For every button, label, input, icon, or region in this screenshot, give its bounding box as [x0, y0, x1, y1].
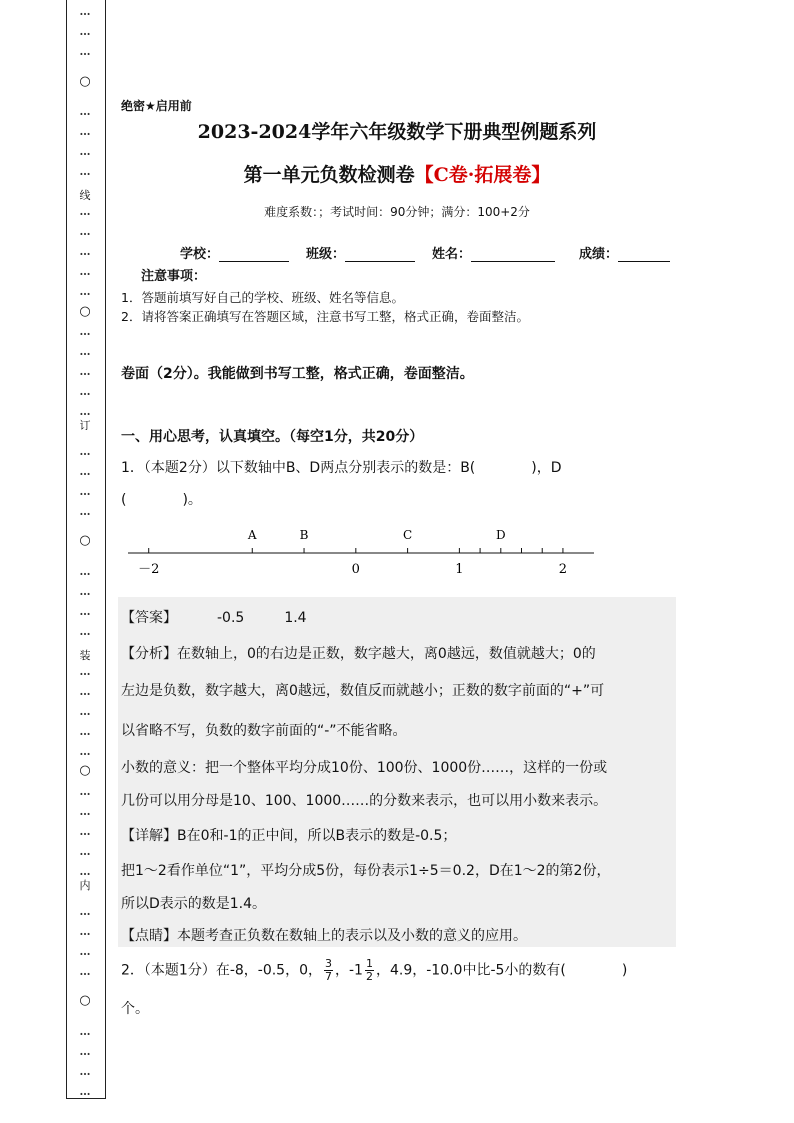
binding-dots: … — [79, 345, 91, 358]
binding-circle-icon: ○ — [79, 763, 91, 778]
binding-dots: … — [79, 125, 91, 138]
binding-dots: … — [79, 165, 91, 178]
binding-circle-icon: ○ — [79, 993, 91, 1008]
binding-dots: … — [79, 265, 91, 278]
number-line-figure — [118, 520, 608, 582]
score-label: 成绩： — [579, 247, 619, 262]
binding-dots: … — [79, 1085, 91, 1098]
question-2-text — [121, 958, 627, 983]
class-label: 班级： — [306, 247, 346, 262]
binding-dots: … — [79, 565, 91, 578]
binding-circle-icon: ○ — [79, 304, 91, 319]
binding-dots: … — [79, 505, 91, 518]
binding-dots: … — [79, 105, 91, 118]
binding-dots: … — [79, 205, 91, 218]
class-blank[interactable] — [345, 247, 415, 262]
binding-dots: … — [79, 45, 91, 58]
notice-item: 2．请将答案正确填写在答题区域，注意书写工整，格式正确，卷面整洁。 — [121, 309, 529, 324]
binding-dots: … — [79, 745, 91, 758]
binding-dots: … — [79, 5, 91, 18]
question-2-text-cont: 个。 — [121, 1001, 149, 1017]
binding-dots: … — [79, 905, 91, 918]
binding-dots: … — [79, 405, 91, 418]
number-line-tick-label: 0 — [351, 562, 360, 577]
neatness-statement: 卷面（2分）。我能做到书写工整，格式正确，卷面整洁。 — [121, 366, 474, 382]
score-field[interactable] — [579, 243, 670, 262]
question-1-text: 1．（本题2分）以下数轴中B、D两点分别表示的数是：B( )，D — [121, 460, 562, 476]
binding-dots: … — [79, 145, 91, 158]
fraction — [324, 958, 333, 983]
question-1-text-cont: ( )。 — [121, 492, 202, 508]
name-label: 姓名： — [432, 247, 472, 262]
analysis-line: 几份可以用分母是10、100、1000……的分数来表示，也可以用小数来表示。 — [121, 793, 608, 809]
binding-dots: … — [79, 585, 91, 598]
binding-dots: … — [79, 465, 91, 478]
confidential-label: 绝密★启用前 — [121, 99, 192, 113]
binding-dots: … — [79, 605, 91, 618]
binding-dots: … — [79, 685, 91, 698]
number-line-point-label: A — [247, 528, 257, 542]
binding-char: 装 — [79, 649, 91, 662]
q2-mid: ，-1 — [335, 962, 363, 979]
binding-circle-icon: ○ — [79, 74, 91, 89]
fraction-numerator: 1 — [365, 957, 373, 970]
binding-dots: … — [79, 845, 91, 858]
comment-line: 【点睛】本题考查正负数在数轴上的表示以及小数的意义的应用。 — [121, 928, 527, 944]
binding-dots: … — [79, 865, 91, 878]
analysis-line: 左边是负数，数字越大，离0越远，数值反而就越小；正数的数字前面的“+”可 — [121, 683, 605, 699]
q2-suffix: ，4.9，-10.0中比-5小的数有( ) — [375, 962, 628, 979]
analysis-line: 【分析】在数轴上，0的右边是正数，数字越大，离0越远，数值就越大；0的 — [121, 646, 596, 662]
number-line-point-label: B — [299, 528, 309, 542]
subtitle-red: 【C卷·拓展卷】 — [414, 164, 551, 186]
binding-dots: … — [79, 965, 91, 978]
answer-line — [121, 607, 307, 627]
notice-heading: 注意事项： — [141, 269, 207, 284]
binding-dots: … — [79, 705, 91, 718]
binding-dots: … — [79, 785, 91, 798]
answer-value-b: -0.5 — [217, 610, 245, 626]
binding-dots: … — [79, 285, 91, 298]
binding-circle-icon: ○ — [79, 533, 91, 548]
analysis-line: 以省略不写，负数的数字前面的“-”不能省略。 — [121, 723, 407, 739]
exam-meta: 难度系数：；考试时间：90分钟；满分：100+2分 — [264, 205, 530, 219]
fraction-denominator: 2 — [365, 970, 373, 983]
exam-title: 2023-2024学年六年级数学下册典型例题系列 — [197, 121, 597, 143]
binding-dots: … — [79, 625, 91, 638]
binding-dots: … — [79, 1065, 91, 1078]
binding-char: 订 — [79, 419, 91, 432]
binding-dots: … — [79, 485, 91, 498]
binding-dots: … — [79, 805, 91, 818]
binding-dots: … — [79, 325, 91, 338]
school-label: 学校： — [180, 247, 220, 262]
class-field[interactable] — [306, 243, 415, 262]
fraction-denominator: 7 — [325, 970, 332, 983]
subtitle-main: 第一单元负数检测卷 — [243, 164, 415, 186]
number-line-tick-label: 2 — [558, 562, 568, 577]
number-line-point-label: D — [495, 528, 506, 542]
binding-dots: … — [79, 925, 91, 938]
number-line-tick-label: 1 — [455, 562, 464, 577]
name-blank[interactable] — [471, 247, 555, 262]
school-blank[interactable] — [219, 247, 289, 262]
fraction — [365, 958, 374, 983]
number-line-point-label: C — [403, 528, 413, 542]
answer-value-d: 1.4 — [284, 610, 307, 626]
q2-prefix: 2．（本题1分）在-8，-0.5，0， — [121, 962, 322, 979]
exam-subtitle — [0, 160, 794, 187]
binding-dots: … — [79, 945, 91, 958]
analysis-line: 小数的意义：把一个整体平均分成10份、100份、1000份……，这样的一份或 — [121, 760, 608, 776]
binding-dots: … — [79, 1025, 91, 1038]
name-field[interactable] — [432, 243, 555, 262]
score-blank[interactable] — [618, 247, 670, 262]
school-field[interactable] — [180, 243, 289, 262]
binding-dots: … — [79, 445, 91, 458]
notice-item: 1．答题前填写好自己的学校、班级、姓名等信息。 — [121, 290, 404, 305]
binding-dots: … — [79, 245, 91, 258]
detail-line: 【详解】B在0和-1的正中间，所以B表示的数是-0.5； — [121, 828, 457, 844]
binding-dots: … — [79, 825, 91, 838]
binding-char: 线 — [79, 189, 91, 202]
binding-dots: … — [79, 365, 91, 378]
section-heading: 一、用心思考，认真填空。（每空1分，共20分） — [121, 429, 424, 445]
binding-dots: … — [79, 225, 91, 238]
binding-char: 内 — [79, 879, 91, 892]
fraction-numerator: 3 — [325, 957, 332, 970]
binding-dots: … — [79, 725, 91, 738]
detail-line: 所以D表示的数是1.4。 — [121, 896, 267, 912]
binding-dots: … — [79, 385, 91, 398]
binding-dots: … — [79, 665, 91, 678]
answer-label: 【答案】 — [121, 610, 177, 626]
binding-dots: … — [79, 25, 91, 38]
number-line-tick-label: －2 — [138, 562, 160, 577]
detail-line: 把1～2看作单位“1”，平均分成5份，每份表示1÷5＝0.2，D在1～2的第2份， — [121, 863, 611, 879]
binding-dots: … — [79, 1045, 91, 1058]
